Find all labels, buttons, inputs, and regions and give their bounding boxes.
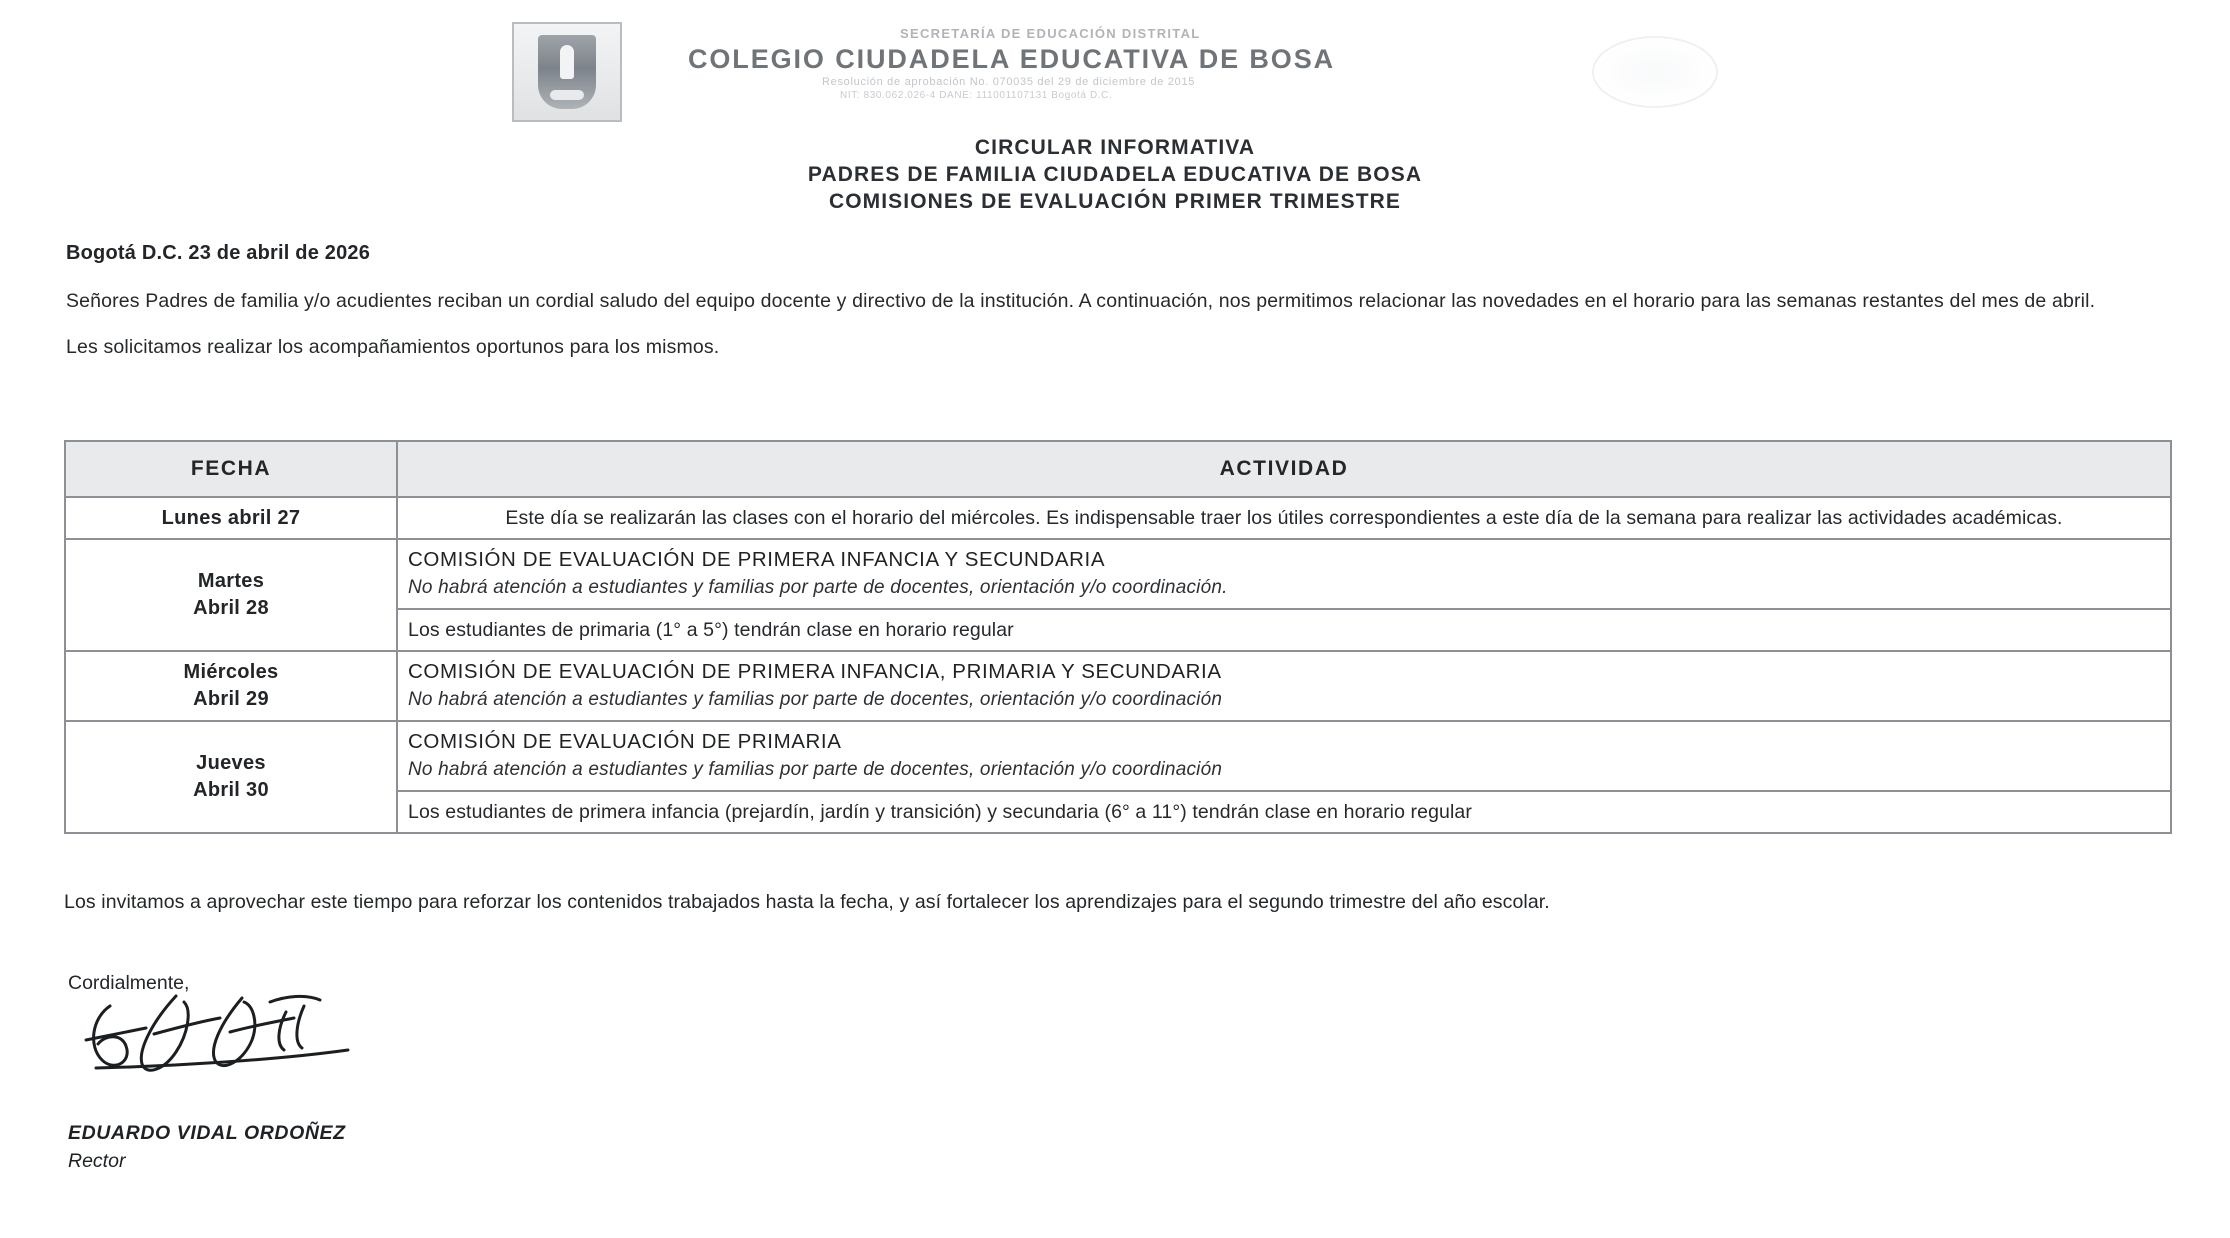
row-activity-lunes: Este día se realizarán las clases con el horario del miércoles. Es indispensable traer los útiles correspondientes a este día de la semana para realizar las actividades académicas. [397,497,2171,539]
closing-block [64,888,2176,916]
column-header-fecha: FECHA [65,441,397,497]
table-row [65,497,2171,539]
watermark-seal-icon [1592,36,1718,108]
row-date-martes-line1: Martes [197,570,265,592]
document-body [66,242,2176,375]
row-date-miercoles [65,651,397,721]
row-date-martes [65,539,397,651]
row-date-jueves-line1: Jueves [196,752,266,774]
row-date-miercoles-line2: Abril 29 [193,688,269,710]
signer-name: EDUARDO VIDAL ORDOÑEZ [68,1122,346,1144]
table-header-row [65,441,2171,497]
activity-note-martes: No habrá atención a estudiantes y familias por parte de docentes, orientación y/o coordinación. [408,577,1228,598]
letterhead-top-line: SECRETARÍA DE EDUCACIÓN DISTRITAL [900,26,1201,41]
activity-extra-martes: Los estudiantes de primaria (1° a 5°) tendrán clase en horario regular [408,619,1014,641]
activity-note-jueves: No habrá atención a estudiantes y familias por parte de docentes, orientación y/o coordinación [408,759,1223,780]
activity-title-martes: COMISIÓN DE EVALUACIÓN DE PRIMERA INFANCIA Y SECUNDARIA [408,548,1106,571]
title-line-2: PADRES DE FAMILIA CIUDADELA EDUCATIVA DE BOSA [807,163,1423,186]
activity-title-jueves: COMISIÓN DE EVALUACIÓN DE PRIMARIA [408,730,842,753]
row-date-martes-line2: Abril 28 [193,597,269,619]
row-date-lunes: Lunes abril 27 [65,497,397,539]
row-activity-miercoles [397,651,2171,721]
row-date-miercoles-line1: Miércoles [183,661,279,683]
row-activity-jueves-main [397,721,2171,791]
activity-title-miercoles: COMISIÓN DE EVALUACIÓN DE PRIMERA INFANCIA, PRIMARIA Y SECUNDARIA [408,660,1222,683]
schedule-table [64,440,2172,834]
title-line-3: COMISIONES DE EVALUACIÓN PRIMER TRIMESTRE [828,190,1402,213]
row-activity-martes-extra [397,609,2171,651]
table-row [65,721,2171,791]
signer-role: Rector [68,1150,126,1172]
letterhead [0,14,2230,124]
letterhead-sub-line-1: Resolución de aprobación No. 070035 del 29 de diciembre de 2015 [822,76,1196,88]
letterhead-institution: COLEGIO CIUDADELA EDUCATIVA DE BOSA [688,44,1336,74]
closing-paragraph: Los invitamos a aprovechar este tiempo para reforzar los contenidos trabajados hasta la fecha, y así fortalecer los aprendizajes para el segundo trimestre del año escolar. [64,891,1550,913]
letterhead-sub-line-2: NIT: 830.062.026-4 DANE: 111001107131 Bogotá D.C. [840,90,1113,101]
schedule-table-wrapper [64,440,2172,834]
activity-extra-jueves: Los estudiantes de primera infancia (prejardín, jardín y transición) y secundaria (6° a 11°) tendrán clase en horario regular [408,801,1472,823]
greeting-paragraph: Señores Padres de familia y/o acudientes reciban un cordial saludo del equipo docente y directivo de la institución. A continuación, nos permitimos relacionar las novedades en el horario para las semanas restantes del mes de abril. [66,290,2096,312]
handwritten-signature-icon [80,988,600,1088]
school-crest-icon [512,22,622,122]
activity-note-miercoles: No habrá atención a estudiantes y familias por parte de docentes, orientación y/o coordinación [408,689,1223,710]
row-date-jueves [65,721,397,833]
table-row [65,539,2171,609]
title-line-1: CIRCULAR INFORMATIVA [974,136,1256,159]
column-header-actividad: ACTIVIDAD [397,441,2171,497]
document-title-block [0,134,2230,215]
row-date-jueves-line2: Abril 30 [193,779,269,801]
row-activity-martes-main [397,539,2171,609]
document-date: Bogotá D.C. 23 de abril de 2026 [66,242,371,264]
request-paragraph: Les solicitamos realizar los acompañamientos oportunos para los mismos. [66,336,720,358]
farewell-text: Cordialmente, [68,972,190,994]
table-row [65,651,2171,721]
row-activity-jueves-extra [397,791,2171,833]
